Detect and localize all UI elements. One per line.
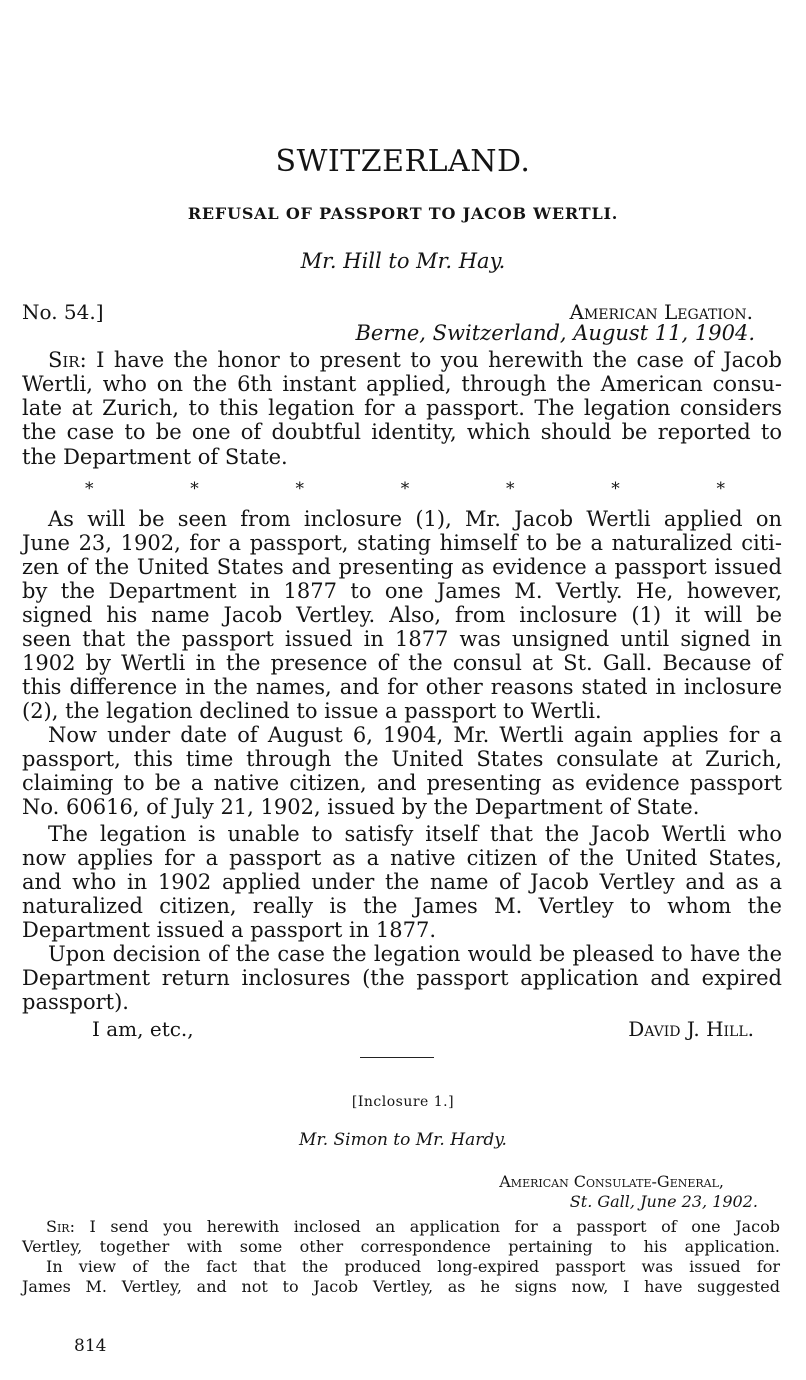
star: * xyxy=(506,479,515,499)
body-line: 1902 by Wertli in the presence of the consul at St. Gall. Because of xyxy=(22,651,782,675)
body-line: Sir: I have the honor to present to you herewith the case of Jacob xyxy=(48,348,782,372)
body-line: The legation is unable to satisfy itself that the Jacob Wertli who xyxy=(48,822,782,846)
inclosure-correspondents: Mr. Simon to Mr. Hardy. xyxy=(299,1130,507,1150)
star: * xyxy=(85,479,94,499)
dispatch-number: No. 54.] xyxy=(22,300,104,324)
body-line: naturalized citizen, really is the James M. Vertley to whom the xyxy=(22,894,782,918)
body-line: Upon decision of the case the legation would be pleased to have the xyxy=(48,942,782,966)
star: * xyxy=(611,479,620,499)
page-title: SWITZERLAND. xyxy=(275,144,531,179)
body-line: now applies for a passport as a native citizen of the United States, xyxy=(22,846,782,870)
inclosure-line: James M. Vertley, and not to Jacob Vertley, as he signs now, I have suggested xyxy=(22,1277,780,1296)
body-line: the Department of State. xyxy=(22,445,288,469)
body-line: zen of the United States and presenting as evidence a passport issued xyxy=(22,555,782,579)
body-line: and who in 1902 applied under the name of Jacob Vertley and as a xyxy=(22,870,782,894)
inclosure-dateline: St. Gall, June 23, 1902. xyxy=(569,1192,758,1211)
section-divider xyxy=(360,1057,434,1058)
body-line: No. 60616, of July 21, 1902, issued by the Department of State. xyxy=(22,795,700,819)
inclosure-line: Vertley, together with some other correspondence pertaining to his application. xyxy=(22,1237,780,1256)
dispatch-office: American Legation. xyxy=(569,300,753,324)
signature: David J. Hill. xyxy=(628,1017,754,1041)
body-line: passport, this time through the United States consulate at Zurich, xyxy=(22,747,782,771)
body-line: the case to be one of doubtful identity, which should be reported to xyxy=(22,420,782,444)
omission-stars xyxy=(85,479,725,499)
star: * xyxy=(190,479,199,499)
body-line: signed his name Jacob Vertley. Also, from inclosure (1) it will be xyxy=(22,603,782,627)
body-line: seen that the passport issued in 1877 was unsigned until signed in xyxy=(22,627,782,651)
closing: I am, etc., xyxy=(92,1017,194,1041)
body-line: passport). xyxy=(22,990,129,1014)
salutation: Sir: xyxy=(48,348,87,372)
body-line: this difference in the names, and for other reasons stated in inclosure xyxy=(22,675,782,699)
inclosure-line: In view of the fact that the produced long-expired passport was issued for xyxy=(46,1257,780,1276)
dispatch-dateline: Berne, Switzerland, August 11, 1904. xyxy=(355,321,755,345)
body-line: June 23, 1902, for a passport, stating himself to be a naturalized citi- xyxy=(22,531,782,555)
correspondents-heading: Mr. Hill to Mr. Hay. xyxy=(300,249,506,273)
inclosure-label: [Inclosure 1.] xyxy=(351,1094,455,1110)
inclosure-office: American Consulate-General, xyxy=(499,1172,724,1191)
body-line: late at Zurich, to this legation for a passport. The legation considers xyxy=(22,396,782,420)
body-line: by the Department in 1877 to one James M. Vertly. He, however, xyxy=(22,579,782,603)
body-line: Department issued a passport in 1877. xyxy=(22,918,437,942)
body-line: claiming to be a native citizen, and presenting as evidence passport xyxy=(22,771,782,795)
inclosure-salutation: Sir: xyxy=(46,1217,75,1236)
inclosure-line: Sir: I send you herewith inclosed an application for a passport of one Jacob xyxy=(46,1217,780,1236)
page-number: 814 xyxy=(74,1336,107,1356)
star: * xyxy=(400,479,410,499)
body-line: As will be seen from inclosure (1), Mr. Jacob Wertli applied on xyxy=(48,507,782,531)
body-line: Now under date of August 6, 1904, Mr. Wertli again applies for a xyxy=(48,723,782,747)
star: * xyxy=(716,479,725,499)
document-subtitle: REFUSAL OF PASSPORT TO JACOB WERTLI. xyxy=(187,204,619,223)
body-line: Department return inclosures (the passport application and expired xyxy=(22,966,782,990)
body-line: (2), the legation declined to issue a passport to Wertli. xyxy=(22,699,602,723)
star: * xyxy=(295,479,304,499)
body-line: Wertli, who on the 6th instant applied, through the American consu- xyxy=(22,372,782,396)
